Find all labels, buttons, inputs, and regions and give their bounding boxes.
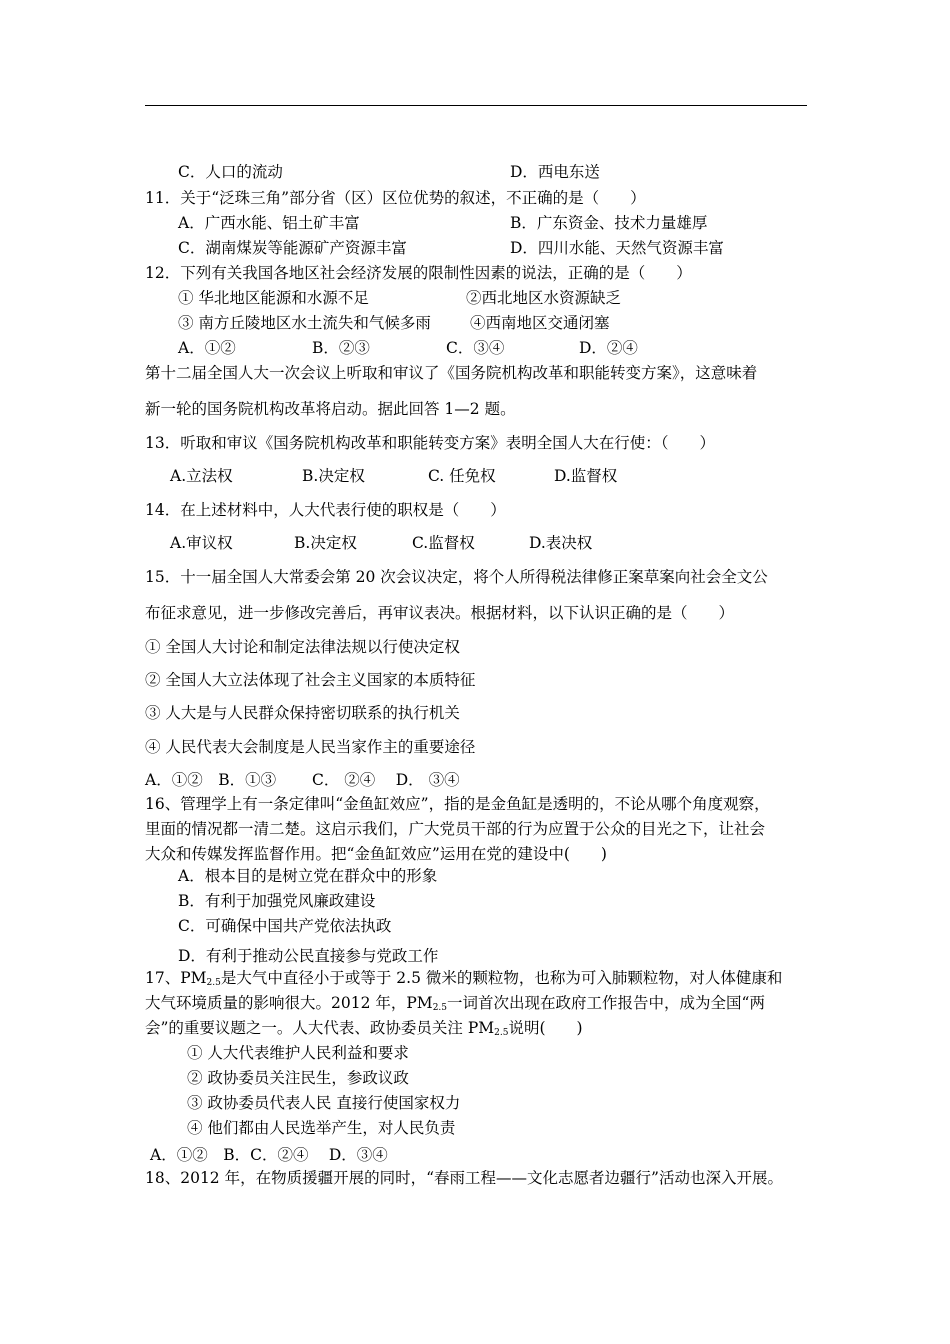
q13-stem: 13．听取和审议《国务院机构改革和职能转变方案》表明全国人大在行使：（ ） <box>145 434 715 452</box>
q10-option-c: C．人口的流动 <box>178 163 283 181</box>
pm25-subscript: 2.5 <box>494 1028 509 1038</box>
q13-option-a: A.立法权 <box>170 467 233 485</box>
q15-statement-2: ② 全国人大立法体现了社会主义国家的本质特征 <box>145 671 476 689</box>
q12-statement-1: ① 华北地区能源和水源不足 <box>178 289 369 307</box>
q13-option-c: C. 任免权 <box>428 467 496 485</box>
q17-line-2-start: 大气环境质量的影响很大。2012 年，PM <box>145 994 433 1012</box>
q17-line-1-end: 是大气中直径小于或等于 2.5 微米的颗粒物，也称为可入肺颗粒物，对人体健康和 <box>220 969 783 987</box>
q15-statement-4: ④ 人民代表大会制度是人民当家作主的重要途径 <box>145 738 476 756</box>
q11-option-a: A．广西水能、铝土矿丰富 <box>178 214 360 232</box>
material-line-2: 新一轮的国务院机构改革将启动。据此回答 1—2 题。 <box>145 400 516 418</box>
q11-option-c: C．湖南煤炭等能源矿产资源丰富 <box>178 239 407 257</box>
q12-statement-4: ④西南地区交通闭塞 <box>470 314 610 332</box>
q11-option-b: B．广东资金、技术力量雄厚 <box>510 214 708 232</box>
q17-line-3-start: 会”的重要议题之一。人大代表、政协委员关注 PM <box>145 1019 495 1037</box>
q17-statement-3: ③ 政协委员代表人民 直接行使国家权力 <box>187 1094 461 1112</box>
q14-option-b: B.决定权 <box>294 534 357 552</box>
q14-option-c: C.监督权 <box>412 534 475 552</box>
q17-line-1-start: 17、PM <box>145 969 207 987</box>
q16-line-2: 里面的情况都一清二楚。这启示我们，广大党员干部的行为应置于公众的目光之下，让社会 <box>145 820 766 838</box>
q16-option-b: B．有利于加强党风廉政建设 <box>178 892 376 910</box>
q17-line-2-end: 一词首次出现在政府工作报告中，成为全国“两 <box>447 994 765 1012</box>
q16-option-c: C．可确保中国共产党依法执政 <box>178 917 392 935</box>
q16-line-3: 大众和传媒发挥监督作用。把“金鱼缸效应”运用在党的建设中( ) <box>145 845 607 863</box>
pm25-subscript: 2.5 <box>206 978 221 988</box>
q18-line-1: 18、2012 年，在物质援疆开展的同时，“春雨工程——文化志愿者边疆行”活动也深入开展。 <box>145 1169 783 1187</box>
q12-statement-2: ②西北地区水资源缺乏 <box>466 289 622 307</box>
q17-options: A．①② B．C．②④ D．③④ <box>150 1146 388 1164</box>
q17-line-3-end: 说明( ) <box>508 1019 583 1037</box>
q15-options: A．①② B．①③ C． ②④ D． ③④ <box>145 771 460 789</box>
q12-option-b: B．②③ <box>312 339 370 357</box>
q14-option-d: D.表决权 <box>529 534 593 552</box>
q10-option-d: D．西电东送 <box>510 163 600 181</box>
q17-line-2 <box>145 993 765 1018</box>
q12-option-a: A．①② <box>178 339 236 357</box>
pm25-subscript: 2.5 <box>432 1003 448 1013</box>
q15-statement-1: ① 全国人大讨论和制定法律法规以行使决定权 <box>145 638 460 656</box>
q13-option-d: D.监督权 <box>554 467 618 485</box>
q13-option-b: B.决定权 <box>302 467 365 485</box>
q14-stem: 14．在上述材料中，人大代表行使的职权是（ ） <box>145 501 506 519</box>
q15-line-1: 15．十一届全国人大常委会第 20 次会议决定，将个人所得税法律修正案草案向社会全文公 <box>145 568 768 586</box>
q15-statement-3: ③ 人大是与人民群众保持密切联系的执行机关 <box>145 704 460 722</box>
q11-option-d: D．四川水能、天然气资源丰富 <box>510 239 724 257</box>
q17-statement-2: ② 政协委员关注民生，参政议政 <box>187 1069 409 1087</box>
q14-option-a: A.审议权 <box>170 534 233 552</box>
q12-statement-3: ③ 南方丘陵地区水土流失和气候多雨 <box>178 314 431 332</box>
q12-stem: 12．下列有关我国各地区社会经济发展的限制性因素的说法，正确的是（ ） <box>145 264 692 282</box>
q17-statement-1: ① 人大代表维护人民利益和要求 <box>187 1044 409 1062</box>
q15-line-2: 布征求意见，进一步修改完善后，再审议表决。根据材料，以下认识正确的是（ ） <box>145 604 735 622</box>
q17-line-1 <box>145 968 782 993</box>
header-rule <box>145 105 807 106</box>
q17-statement-4: ④ 他们都由人民选举产生，对人民负责 <box>187 1119 456 1137</box>
q17-line-3 <box>145 1018 583 1043</box>
q11-stem: 11．关于“泛珠三角”部分省（区）区位优势的叙述，不正确的是（ ） <box>145 189 646 207</box>
q16-option-d: D．有利于推动公民直接参与党政工作 <box>178 947 439 965</box>
q12-option-c: C．③④ <box>446 339 505 357</box>
material-line-1: 第十二届全国人大一次会议上听取和审议了《国务院机构改革和职能转变方案》，这意味着 <box>145 364 758 382</box>
q16-line-1: 16、管理学上有一条定律叫“金鱼缸效应”，指的是金鱼缸是透明的，不论从哪个角度观察， <box>145 795 770 813</box>
q16-option-a: A．根本目的是树立党在群众中的形象 <box>178 867 438 885</box>
q12-option-d: D．②④ <box>579 339 638 357</box>
